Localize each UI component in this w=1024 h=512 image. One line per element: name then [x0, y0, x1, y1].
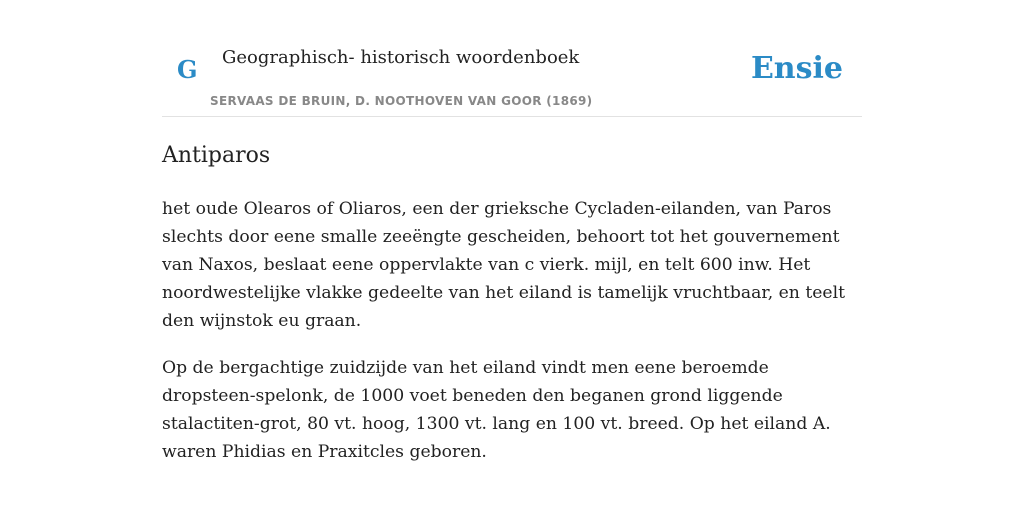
book-authors-year: SERVAAS DE BRUIN, D. NOOTHOVEN VAN GOOR (1869) [210, 94, 593, 108]
entry-title: Antiparos [162, 143, 271, 168]
book-initial-logo[interactable]: G [177, 55, 198, 84]
entry-paragraph: Op de bergachtige zuidzijde van het eiland vindt men eene beroemde dropsteen-spelonk, de 1000 voet beneden den beganen grond liggende stalactiten-grot, 80 vt. hoog, 1300 vt. lang en 100 vt. breed. Op het eiland A. waren Phidias en Praxitcles geboren. [162, 358, 831, 462]
book-title-link[interactable]: Geographisch- historisch woordenboek [222, 47, 580, 68]
entry-paragraph: het oude Olearos of Oliaros, een der grieksche Cycladen-eilanden, van Paros slechts door eene smalle zeeëngte gescheiden, behoort tot het gouvernement van Naxos, beslaat eene oppervlakte van c vierk. mijl, en telt 600 inw. Het noordwestelijke vlakke gedeelte van het eiland is tamelijk vruchtbaar, en teelt den wijnstok eu graan. [162, 199, 845, 331]
brand-logo-link[interactable]: Ensie [750, 51, 843, 86]
entry-body [162, 195, 862, 466]
page-container [162, 0, 862, 466]
book-header [162, 0, 862, 117]
